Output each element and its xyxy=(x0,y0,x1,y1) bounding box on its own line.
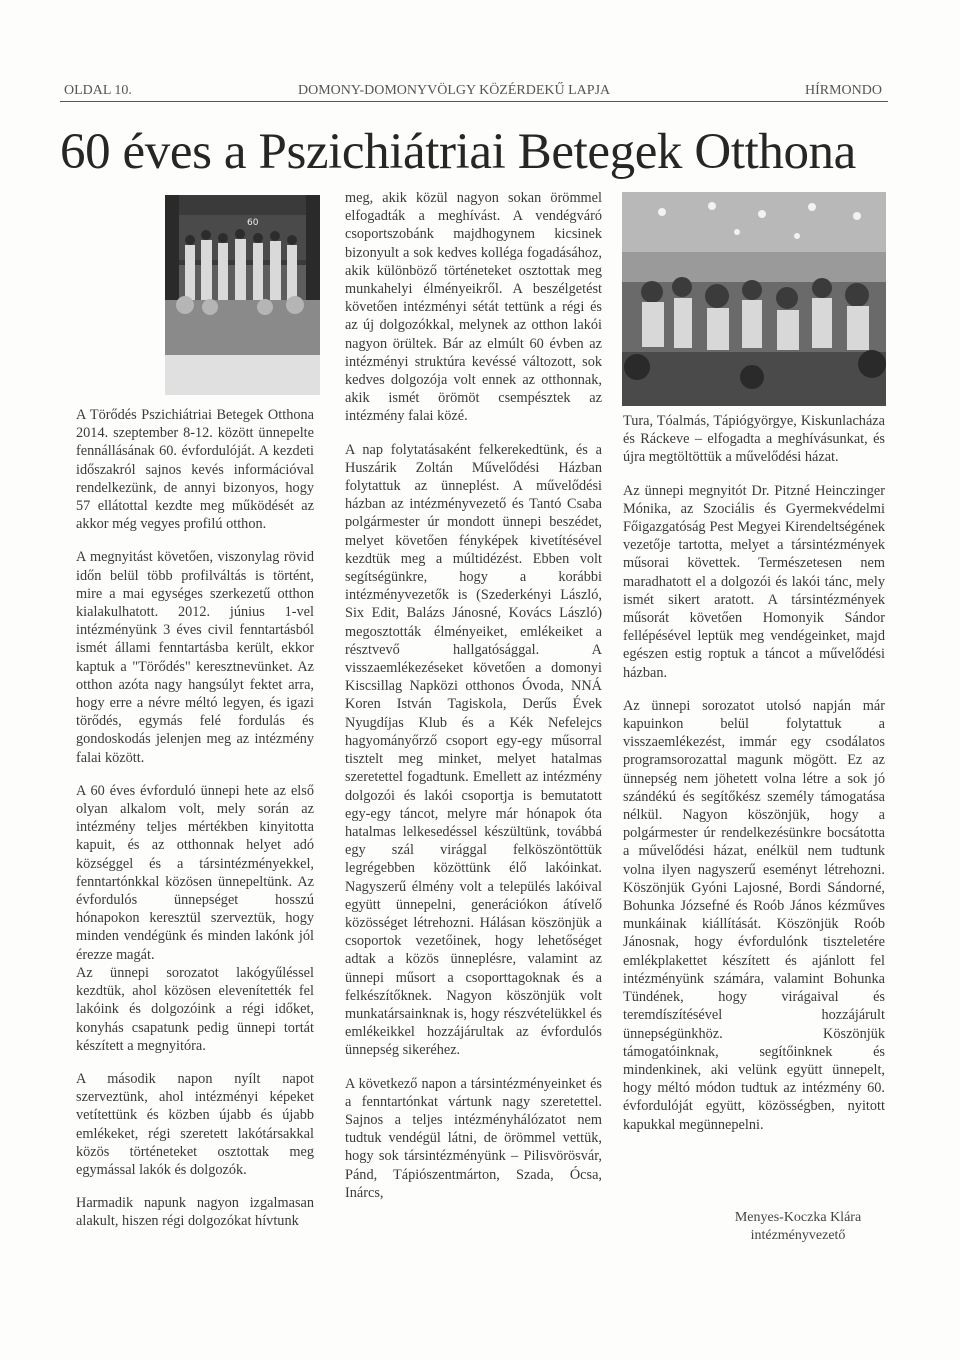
article-column-2 xyxy=(345,189,602,1217)
paragraph: Az ünnepi megnyitót Dr. Pitzné Heinczinger Mónika, az Szociális és Gyermekvédelmi Főigazgatóság Pest Megyei Kirendeltségének vezetője tartotta, melyet a társintézmények műsorai követtek. Természetesen nem maradhatott el a dolgozói és lakói tánc, mely ismét sikert aratott. A társintézmények műsorát követően Homonyik Sándor fellépésével leptük meg vendégeinket, majd egészen estig roptuk a táncot a művelődési házban. xyxy=(623,482,885,681)
paragraph: Harmadik napunk nagyon izgalmasan alakult, hiszen régi dolgozókat hívtunk xyxy=(76,1195,314,1230)
paragraph: A megnyitást követően, viszonylag rövid időn belül több profilváltás is történt, mire a mai egységes szerkezetű otthon kialakulhatott. 2012. június 1-vel intézményünk 3 éves civil fenntartásból ismét állami fenntartásba került, ekkor kaptuk a "Törődés" keresztnevünket. Az otthon azóta nagy hangsúlyt fektet arra, hogy erre a névre méltó legyen, és igazi törődés, egymás felé fordulás és gondoskodás jelenjen meg az intézmény falai között. xyxy=(76,549,314,766)
author-name: Menyes-Koczka Klára xyxy=(734,1210,862,1225)
author-signature xyxy=(723,1209,873,1245)
paragraph: Az ünnepi sorozatot lakógyűléssel kezdtük, ahol közösen elevenítették fel lakóink és dolgozóink a régi időket, konyhás csapatunk pedig ünnepi tortát készített a megnyitóra. xyxy=(76,964,314,1054)
paragraph: A második napon nyílt napot szerveztünk, ahol intézményi képeket vetítettünk és közben újabb és újabb emlékeket, régi szeretett lakótársakkal közös történeteket osztottak meg egymással lakók és dolgozók. xyxy=(76,1070,314,1178)
paragraph: meg, akik közül nagyon sokan örömmel elfogadták a meghívást. A vendégváró csoportszobánk majdhogynem kicsinek bizonyult a sok kedves kolléga fogadásához, akik különböző történeteket osztottak meg munkahelyi élményeikről. A beszélgetést követően intézményi sétát tettünk a régi és az új dolgozókkal, melynek az otthon lakói nagyon örültek. Bár az elmúlt 60 évben az intézményi struktúra kevéssé változott, sok kedves dolgozója volt ennek az otthonnak, akik ismét örömöt csempésztek az intézmény falai közé. xyxy=(345,190,602,425)
banquet-hall-photo xyxy=(622,192,886,406)
article-title: 60 éves a Pszichiátriai Betegek Otthona xyxy=(60,124,856,180)
paragraph: A 60 éves évforduló ünnepi hete az első olyan alkalom volt, mely során az intézmény teljes mértékben kinyitotta kapuit, és az otthonnak helyet adó községgel és a társintézményekkel, fenntartónkkal közösen ünnepeltünk. Az évfordulós ünnepséget hosszú hónapokon keresztül szerveztük, hogy minden vendégünk és minden lakónk jól érezze magát. xyxy=(76,782,314,963)
section-name: HÍRMONDO xyxy=(805,83,882,98)
paragraph: Tura, Tóalmás, Tápiógyörgye, Kiskunlacháza és Ráckeve – elfogadta a meghívásunkat, és újra megtöltöttük a művelődési házat. xyxy=(623,413,885,466)
article-column-1 xyxy=(76,406,314,1246)
stage-performance-photo xyxy=(165,195,320,395)
paragraph: A Törődés Pszichiátriai Betegek Otthona 2014. szeptember 8-12. között ünnepelte fennállásának 60. évfordulóját. A kezdeti időszakról sajnos kevés információval rendelkezünk, de annyi bizonyos, hogy 57 ellátottal kezdte meg működését az akkor még vegyes profilú otthon. xyxy=(76,407,314,533)
article-column-3 xyxy=(623,412,885,1149)
paragraph: Az ünnepi sorozatot utolsó napján már kapuinkon belül folytattuk a visszaemlékezést, immár egy csodálatos programsorozattal magunk mögött. Ez az ünnepség nem jöhetett volna létre a sok jó szándékú és segítőkész személy támogatása nélkül. Nagyon köszönjük, hogy a polgármester úr rendelkezésünkre bocsátotta a művelődési házat, enélkül nem tudtunk volna ilyen nagyszerű eseményt létrehozni. Köszönjük Gyóni Lajosné, Bordi Sándorné, Bohunka Józsefné és Roób János kézműves munkáinak kiállítását. Köszönjük Roób Jánosnak, hogy évfordulónk tiszteletére emlékplakettet készített és ajánlott fel intézményünk számára, valamint Bohunka Tündének, hogy virágaival és teremdíszítésével hozzájárult ünnepségünkhöz. Köszönjük támogatóinknak, segítőinknek és mindenkinek, aki velünk együtt ünnepelt, hogy méltó módon tudtuk az intézmény 60. évfordulóját együtt, közösségben, nyitott kapukkal megünnepelni. xyxy=(623,697,885,1133)
page-header xyxy=(60,75,888,102)
page-number: OLDAL 10. xyxy=(64,83,132,98)
publication-name: DOMONY-DOMONYVÖLGY KÖZÉRDEKŰ LAPJA xyxy=(298,83,611,98)
svg-text:60: 60 xyxy=(247,218,259,228)
paragraph: A következő napon a társintézményeinket és a fenntartónkat vártunk nagy szeretettel. Sajnos a teljes intézményhálózatot nem tudtuk vendégül látni, de örömmel vettük, hogy sok társintézményünk – Pilisvörösvár, Pánd, Tápiószentmárton, Szada, Ócsa, Inárcs, xyxy=(345,1075,602,1201)
author-role: intézményvezető xyxy=(750,1228,846,1243)
paragraph: A nap folytatásaként felkerekedtünk, és a Huszárik Zoltán Művelődési Házban folytattuk az ünneplést. A művelődési házban az intézményvezető és Tantó Csaba polgármester úr mondott ünnepi beszédet, melyet követően fényképek kivetítésével kezdtük meg a múltidézést. Ebben volt segítségünkre, hogy a korábbi intézményvezetők is (Szederkényi László, Six Edit, Balázs Jánosné, Kovács László) megosztották élményeiket, emlékeiket a résztvevő hallgatósággal. A visszaemlékezéseket követően a domonyi Kiscsillag Napközi otthonos Óvoda, NNÁ Koren István Tagiskola, Derűs Évek Nyugdíjas Klub és a Kék Nefelejcs hagyományőrző csoport egy-egy műsorral tisztelt meg minket, melyet hatalmas szeretettel fogadtunk. Emellett az intézmény dolgozói és lakói csoportja is bemutatott egy-egy táncot, melyre már hónapok óta hatalmas lelkesedéssel készültünk, továbbá egy szál virággal felköszöntöttük legrégebben közöttünk élő lakóinkat. Nagyszerű élmény volt a település lakóival együtt ünnepelni, generációkon átívelő közösséget létrehozni. Hálásan köszönjük a csoportok vezetőinek, hogy lehetőséget adtak a közös ünneplésre, valamint az ünnepi műsort a csoporttagoknak és a felkészítőknek. Nagyon köszönjük volt munkatársainknak is, hogy részvételükkel és emlékeikkel hozzájárultak az évfordulós ünnepség sikeréhez. xyxy=(345,441,602,1059)
